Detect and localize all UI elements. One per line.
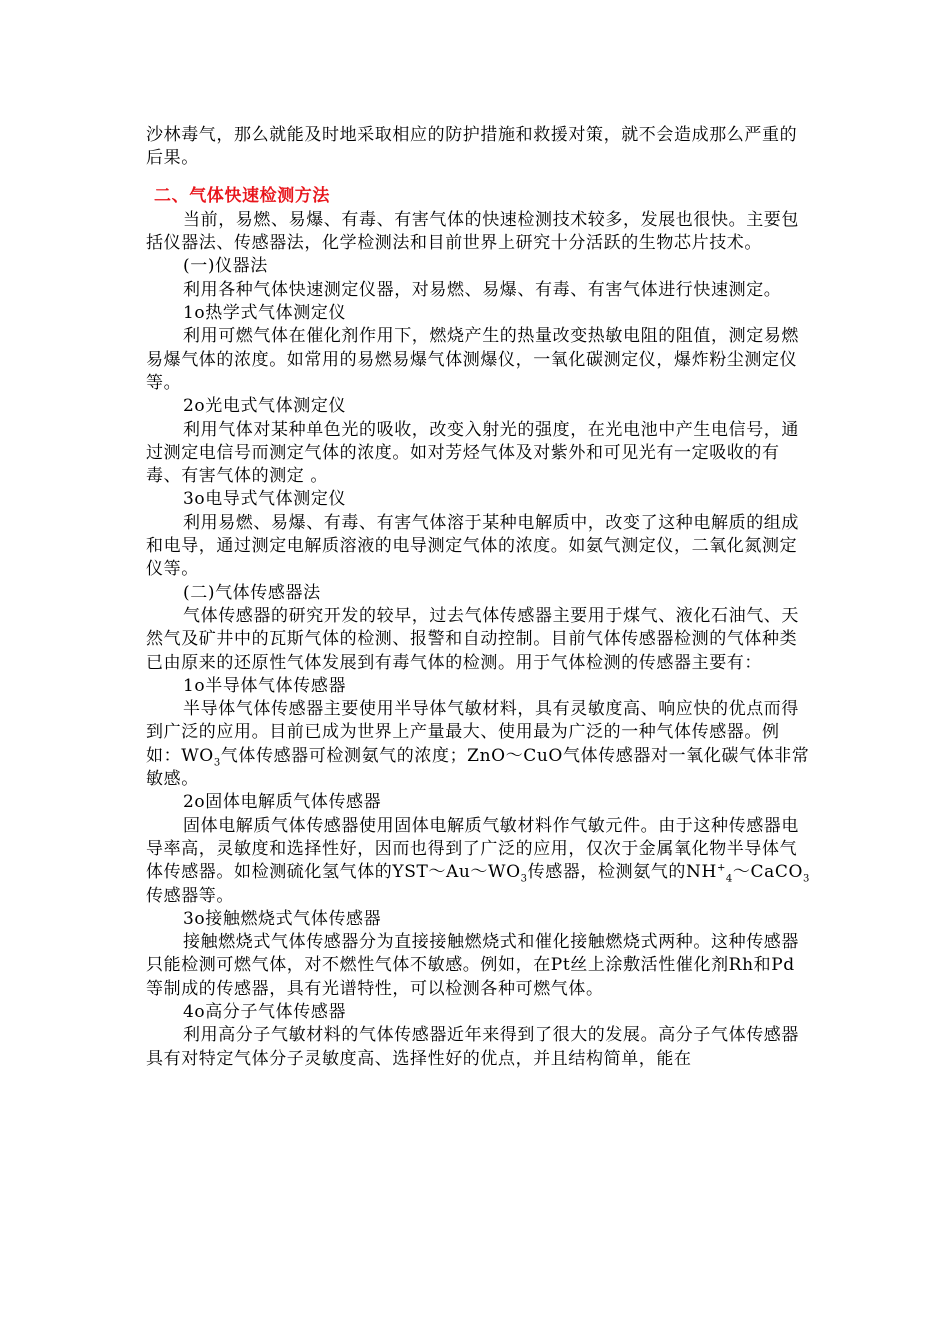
item-desc-solid-electrolyte: 固体电解质气体传感器使用固体电解质气敏材料作气敏元件。由于这种传感器电导率高，灵敏度和选择性好，因而也得到了广泛的应用，仅次于金属氧化物半导体气体传感器。如检测硫化氢气体的$YST\sim Au\sim WO_3$传感器，检测氨气的$NH^+_4\sim CaCO_3$传感器等。 xyxy=(146,815,810,906)
item-title-photoelectric: 2o光电式气体测定仪 xyxy=(183,396,347,417)
item-desc-conductometric: 利用易燃、易爆、有毒、有害气体溶于某种电解质中，改变了这种电解质的组成和电导，通过测定电解质溶液的电导测定气体的浓度。如氨气测定仪，二氧化氮测定仪等。 xyxy=(146,512,799,580)
item-desc-thermal: 利用可燃气体在催化剂作用下，燃烧产生的热量改变热敏电阻的阻值，测定易燃易爆气体的浓度。如常用的易燃易爆气体测爆仪，一氧化碳测定仪，爆炸粉尘测定仪等。 xyxy=(146,326,799,393)
item-title-thermal: 1o热学式气体测定仪 xyxy=(183,303,347,324)
item-desc-photoelectric: 利用气体对某种单色光的吸收，改变入射光的强度，在光电池中产生电信号，通过测定电信号而测定气体的浓度。如对芳烃气体及对紫外和可见光有一定吸收的有毒、有害气体的测定 。 xyxy=(146,419,799,487)
item-desc-polymer: 利用高分子气敏材料的气体传感器近年来得到了很大的发展。高分子气体传感器具有对特定气体分子灵敏度高、选择性好的优点，并且结构简单，能在 xyxy=(146,1025,799,1069)
intro-paragraph-tail: 沙林毒气，那么就能及时地采取相应的防护措施和救援对策，就不会造成那么严重的后果。 xyxy=(146,125,798,169)
subsection-title-sensor: (二)气体传感器法 xyxy=(183,582,321,603)
overview-paragraph: 当前，易燃、易爆、有毒、有害气体的快速检测技术较多，发展也很快。主要包括仪器法、传感器法，化学检测法和目前世界上研究十分活跃的生物芯片技术。 xyxy=(146,209,799,254)
item-desc-semiconductor: 半导体气体传感器主要使用半导体气敏材料，具有灵敏度高、响应快的优点而得到广泛的应用。目前已成为世界上产量最大、使用最为广泛的一种气体传感器。例如：$WO_3$气体传感器可检测氨气的浓度；ZnO～CuO气体传感器对一氧化碳气体非常敏感。 xyxy=(146,699,810,790)
item-title-semiconductor: 1o半导体气体传感器 xyxy=(183,675,347,696)
item-title-solid-electrolyte: 2o固体电解质气体传感器 xyxy=(183,792,382,813)
sensor-description: 气体传感器的研究开发的较早，过去气体传感器主要用于煤气、液化石油气、天然气及矿井中的瓦斯气体的检测、报警和自动控制。目前气体传感器检测的气体种类已由原来的还原性气体发展到有毒气体的检测。用于气体检测的传感器主要有： xyxy=(146,605,799,673)
instrument-description: 利用各种气体快速测定仪器，对易燃、易爆、有毒、有害气体进行快速测定。 xyxy=(183,279,782,300)
item-title-conductometric: 3o电导式气体测定仪 xyxy=(183,489,347,510)
document-body xyxy=(146,124,810,1071)
subsection-title-instrument: (一)仪器法 xyxy=(183,256,268,277)
item-title-polymer: 4o高分子气体传感器 xyxy=(183,1001,347,1022)
section-heading: 二、气体快速检测方法 xyxy=(154,185,330,206)
item-desc-catalytic: 接触燃烧式气体传感器分为直接接触燃烧式和催化接触燃烧式两种。这种传感器只能检测可燃气体，对不燃性气体不敏感。例如，在Pt丝上涂敷活性催化剂Rh和Pd等制成的传感器，具有光谱特性，可以检测各种可燃气体。 xyxy=(146,932,799,999)
item-title-catalytic: 3o接触燃烧式气体传感器 xyxy=(183,908,382,929)
